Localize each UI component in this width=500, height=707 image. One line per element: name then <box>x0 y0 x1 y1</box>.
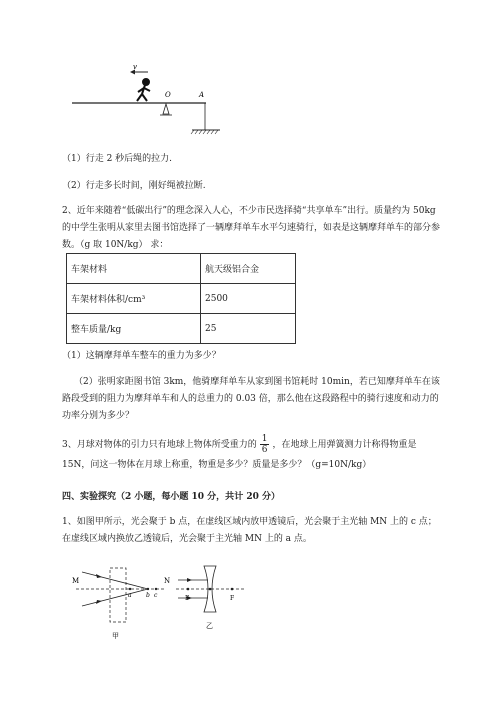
q2-sub1: （1）这辆摩拜单车整车的重力为多少？ <box>62 351 221 361</box>
fraction-one-sixth: $\frac{1}{6}$ <box>261 434 268 455</box>
q1-sub1: （1）行走 2 秒后绳的拉力. <box>62 154 173 164</box>
bike-spec-table <box>66 253 296 344</box>
lever-figure <box>60 60 240 140</box>
table-cell: 25 <box>201 314 296 344</box>
table-cell: 2500 <box>201 284 296 314</box>
table-cell: 车架材料体积/cm³ <box>67 284 201 314</box>
label-yi: 乙 <box>206 622 213 630</box>
lens-figure <box>68 560 268 642</box>
focus-left: F <box>185 595 190 602</box>
section-heading: 四、实验探究（2 小题，每小题 10 分，共计 20 分） <box>62 492 280 502</box>
point-a-label: A <box>199 91 205 99</box>
table-cell: 车架材料 <box>67 254 201 284</box>
point-b: b <box>146 592 150 599</box>
q2-sub2: （2）张明家距图书馆 3km，他骑摩拜单车从家到图书馆耗时 10min，若已知摩拜单车在该路段受到的阻力为摩拜单车和人的总重力的 0.03 倍，那么他在这段路程中的骑行速度和动力的功率分别为多少？ <box>62 377 440 421</box>
q3-text: 3、月球对物体的引力只有地球上物体所受重力的 $\frac{1}{6}$ ，在地球上用弹簧测力计称得物重是 15N，问这一物体在月球上称重，物重是多少？质量是多少？（g=10N/kg） <box>62 434 417 470</box>
table-cell: 整车质量/kg <box>67 314 201 344</box>
table-row <box>67 314 296 344</box>
table-cell: 航天级铝合金 <box>201 254 296 284</box>
velocity-label: v <box>133 63 137 71</box>
q1-sub2: （2）行走多长时间，刚好绳被拉断. <box>62 181 206 191</box>
q4-text: 1、如图甲所示，光会聚于 b 点，在虚线区域内放甲透镜后，光会聚于主光轴 MN 上的 c 点；在虚线区域内换放乙透镜后，光会聚于主光轴 MN 上的 a 点。 <box>62 517 437 544</box>
point-a: a <box>128 592 132 599</box>
table-row <box>67 284 296 314</box>
label-m: M <box>72 577 80 585</box>
point-c: c <box>154 592 158 599</box>
focus-right: F <box>230 595 235 602</box>
q2-text: 2、近年来随着“低碳出行”的理念深入人心，不少市民选择骑“共享单车”出行。质量约为 50kg 的中学生张明从家里去图书馆选择了一辆摩拜单车水平匀速骑行，如表是这辆摩拜单车的部分参数。（g 取 10N/kg） 求： <box>62 206 441 250</box>
label-jia: 甲 <box>112 632 119 640</box>
walking-person-icon <box>137 79 150 101</box>
pivot-icon <box>163 104 169 114</box>
label-n: N <box>164 577 171 585</box>
pivot-label: O <box>165 91 171 99</box>
table-row <box>67 254 296 284</box>
